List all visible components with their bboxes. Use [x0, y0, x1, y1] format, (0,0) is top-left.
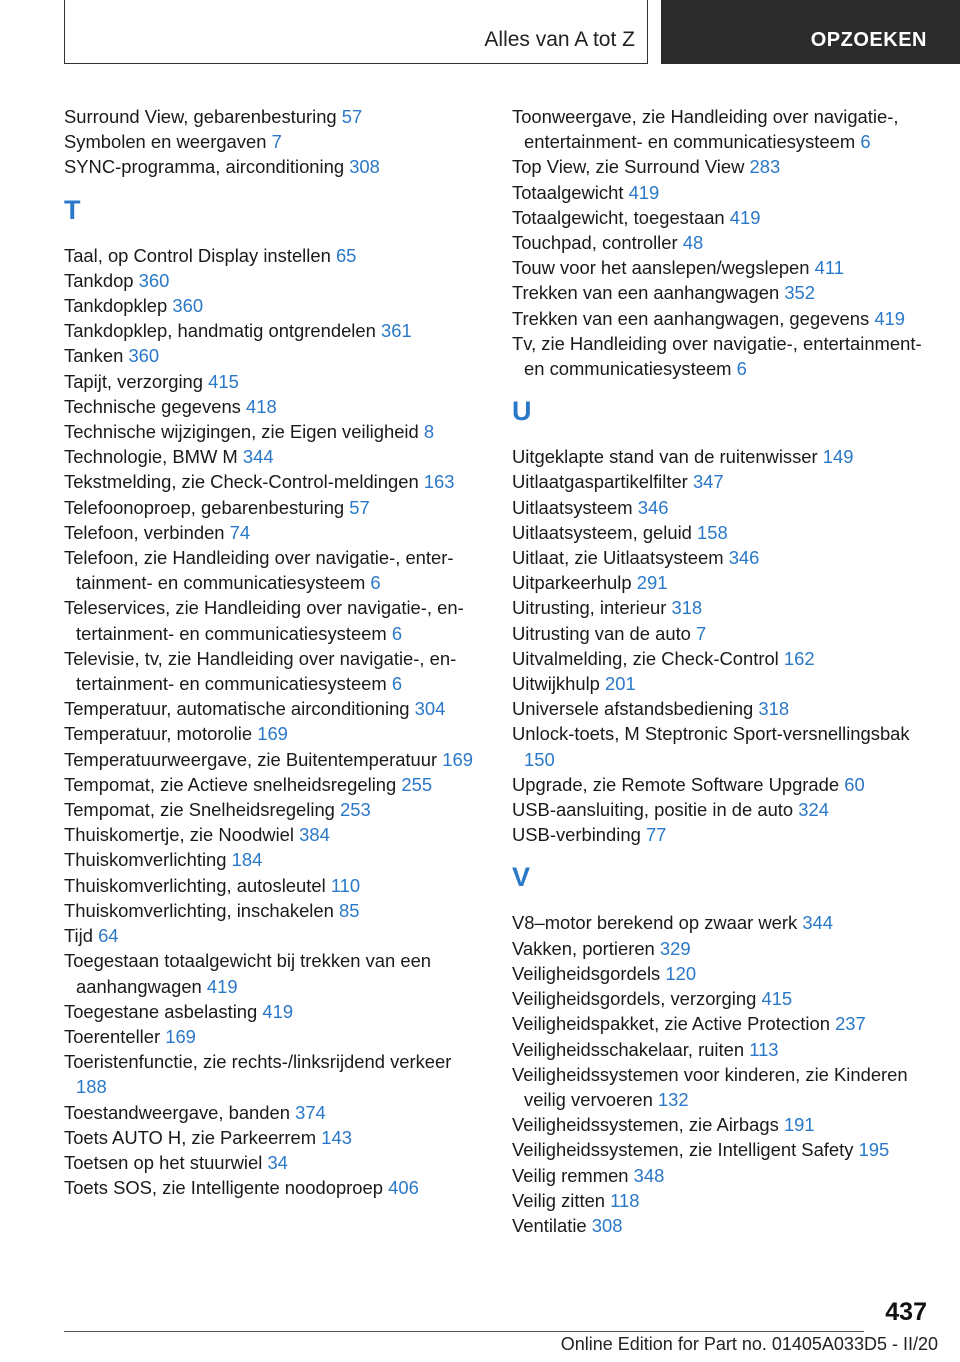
index-page-link[interactable]: 308 [591, 1214, 623, 1236]
index-entry-text: Thuiskomertje, zie Noodwiel [64, 824, 294, 846]
index-entry-text: Uitlaatsysteem [512, 496, 633, 518]
index-entry-text: Toetsen op het stuurwiel [64, 1151, 263, 1173]
index-entry [512, 1188, 927, 1213]
index-page-link[interactable]: 74 [229, 521, 251, 543]
index-entry [512, 1112, 927, 1137]
index-entry [64, 847, 484, 872]
index-page-link[interactable]: 6 [391, 673, 403, 695]
index-entry-text: Televisie, tv, zie Handleiding over navigatie-, entertainment- en communicatiesysteem [64, 647, 457, 695]
index-entry-text: Uitvalmelding, zie Check-Control [512, 647, 779, 669]
index-entry-text: Toegestane asbelasting [64, 1000, 258, 1022]
index-column-right [512, 104, 927, 1238]
index-entry-text: Tankdopklep, handmatig ontgrendelen [64, 320, 376, 342]
index-page-link[interactable]: 158 [697, 521, 728, 543]
index-entry [64, 545, 484, 595]
index-page-link[interactable]: 48 [682, 232, 704, 254]
index-entry-text: Teleservices, zie Handleiding over navigatie-, entertainment- en communicatiesysteem [64, 597, 464, 644]
index-entry-text: Temperatuurweergave, zie Buitentemperatuur [64, 748, 438, 770]
index-page-link[interactable]: 132 [657, 1088, 689, 1110]
index-page-link[interactable]: 346 [728, 547, 760, 569]
index-entry [512, 104, 927, 154]
index-entry [512, 255, 927, 280]
index-entry-text: Toeristenfunctie, zie rechts-/linksrijdend verkeer [64, 1051, 452, 1073]
index-entry [512, 621, 927, 646]
index-page-link[interactable]: 34 [267, 1151, 288, 1173]
index-page-link[interactable]: 149 [822, 446, 854, 468]
index-page-link[interactable]: 347 [692, 471, 724, 493]
index-entry [512, 1163, 927, 1188]
index-page-link[interactable]: 418 [246, 395, 277, 417]
index-entry-text: Uitlaatgaspartikelfilter [512, 471, 688, 493]
index-entry [512, 961, 927, 986]
index-entry [512, 671, 927, 696]
index-entry-text: Trekken van een aanhangwagen [512, 282, 780, 304]
index-page-link[interactable]: 419 [262, 1000, 294, 1022]
index-page-link[interactable]: 324 [798, 799, 829, 821]
footer-divider [64, 1331, 864, 1332]
tab-opzoeken[interactable] [661, 0, 960, 64]
index-entry [64, 948, 484, 998]
index-page-link[interactable]: 253 [340, 799, 371, 821]
index-entry [512, 721, 927, 771]
index-entry-text: Upgrade, zie Remote Software Upgrade [512, 773, 840, 795]
index-entry-text: Tankdopklep [64, 295, 168, 317]
index-entry-text: Veiligheidspakket, zie Active Protection [512, 1013, 830, 1035]
index-page-link[interactable]: 8 [423, 421, 435, 443]
index-entry-text: USB-aansluiting, positie in de auto [512, 799, 794, 821]
index-page-link[interactable]: 85 [338, 899, 360, 921]
index-entry [512, 469, 927, 494]
index-entry-text: Uitparkeerhulp [512, 572, 632, 594]
index-letter-heading: U [512, 396, 532, 427]
index-page-link[interactable]: 255 [401, 773, 433, 795]
index-page-link[interactable]: 120 [665, 962, 697, 984]
index-entry-text: Telefoon, verbinden [64, 521, 225, 543]
index-entry-text: Vakken, portieren [512, 937, 655, 959]
index-page-link[interactable]: 419 [206, 975, 238, 997]
index-entry [512, 1213, 927, 1238]
tab-opzoeken-label: OPZOEKEN [810, 29, 927, 51]
index-column-left [64, 104, 484, 1200]
index-entry-text: Toets AUTO H, zie Parkeerrem [64, 1126, 317, 1148]
index-entry-text: V8–motor berekend op zwaar werk [512, 912, 798, 934]
index-entry [64, 268, 484, 293]
index-entry-text: SYNC-programma, airconditioning [64, 156, 345, 178]
index-entry [64, 293, 484, 318]
index-page-link[interactable]: 348 [633, 1164, 665, 1186]
index-page-link[interactable]: 318 [671, 597, 703, 619]
index-entry [64, 646, 484, 696]
index-entry [64, 520, 484, 545]
index-entry-text: USB-verbinding [512, 824, 641, 846]
index-page-link[interactable]: 283 [749, 156, 781, 178]
index-page-link[interactable]: 318 [758, 698, 790, 720]
index-page-link[interactable]: 195 [858, 1139, 890, 1161]
section-title: Alles van A tot Z [484, 28, 635, 51]
index-entry-text: Technische wijzigingen, zie Eigen veiligheid [64, 421, 419, 443]
index-entry [512, 230, 927, 255]
index-page-link[interactable]: 6 [736, 358, 747, 380]
index-page-link[interactable]: 374 [295, 1101, 326, 1123]
index-page-link[interactable]: 360 [172, 295, 204, 317]
index-entry-text: Uitlaat, zie Uitlaatsysteem [512, 547, 724, 569]
index-entry [64, 1175, 484, 1200]
index-entry [64, 369, 484, 394]
index-entry [64, 999, 484, 1024]
index-page-link[interactable]: 184 [231, 849, 263, 871]
index-page-link[interactable]: 360 [128, 345, 160, 367]
index-entry-text: Trekken van een aanhangwagen, gegevens [512, 307, 870, 329]
index-entry [512, 1062, 927, 1112]
index-entry-text: Tijd [64, 925, 93, 947]
index-entry-text: Telefoonoproep, gebarenbesturing [64, 496, 345, 518]
index-page-link[interactable]: 419 [729, 206, 761, 228]
index-page-link[interactable]: 344 [802, 912, 834, 934]
index-entry-text: Uitgeklapte stand van de ruitenwisser [512, 446, 818, 468]
index-entry [64, 343, 484, 368]
index-page-link[interactable]: 169 [442, 748, 473, 770]
index-page-link[interactable]: 6 [370, 572, 381, 594]
index-entry [512, 797, 927, 822]
index-entry [512, 205, 927, 230]
index-page-link[interactable]: 415 [208, 370, 239, 392]
index-page-link[interactable]: 360 [138, 269, 170, 291]
index-page-link[interactable]: 163 [423, 471, 455, 493]
index-entry [64, 822, 484, 847]
index-entry [512, 154, 927, 179]
index-entry-text: Temperatuur, motorolie [64, 723, 253, 745]
index-entry [64, 696, 484, 721]
index-page-link[interactable]: 57 [341, 106, 363, 127]
index-letter-heading: T [64, 194, 81, 225]
index-entry-text: Temperatuur, automatische airconditioning [64, 698, 410, 720]
index-page-link[interactable]: 150 [524, 748, 555, 770]
index-page-link[interactable]: 291 [636, 572, 668, 594]
index-entry [64, 1100, 484, 1125]
index-entry [512, 570, 927, 595]
index-entry-text: Veiligheidsgordels [512, 962, 661, 984]
index-entry [64, 1150, 484, 1175]
index-entry [64, 898, 484, 923]
index-entry-text: Veiligheidssystemen, zie Intelligent Safety [512, 1139, 854, 1161]
index-page-link[interactable]: 65 [335, 244, 357, 266]
index-page-link[interactable]: 346 [637, 496, 669, 518]
index-entry [512, 1011, 927, 1036]
page-number: 437 [885, 1298, 927, 1326]
index-entry [64, 469, 484, 494]
index-entry-text: Tv, zie Handleiding over navigatie-, entertainment- en communicatiesysteem [512, 332, 922, 380]
index-page-link[interactable]: 7 [696, 622, 707, 644]
index-page-link[interactable]: 361 [380, 320, 412, 342]
index-entry-text: Uitlaatsysteem, geluid [512, 521, 692, 543]
index-entry-text: Tapijt, verzorging [64, 370, 204, 392]
index-entry [512, 545, 927, 570]
index-entry [512, 936, 927, 961]
index-entry-text: Veilig remmen [512, 1164, 629, 1186]
index-entry-text: Tanken [64, 345, 124, 367]
index-entry-text: Ventilatie [512, 1214, 587, 1236]
index-entry-text: Tempomat, zie Snelheidsregeling [64, 799, 335, 821]
index-page-link[interactable]: 57 [349, 496, 370, 518]
index-entry-text: Veiligheidssystemen voor kinderen, zie Kinderen veilig vervoeren [512, 1063, 908, 1110]
index-entry-text: Toets SOS, zie Intelligente noodoproep [64, 1177, 383, 1199]
index-entry-text: Touchpad, controller [512, 232, 678, 254]
index-entry-text: Thuiskomverlichting, inschakelen [64, 899, 334, 921]
index-page-link[interactable]: 113 [749, 1038, 779, 1060]
index-page-link[interactable]: 329 [659, 937, 691, 959]
index-entry-text: Uitrusting van de auto [512, 622, 691, 644]
index-entry [512, 986, 927, 1011]
index-page-link[interactable]: 143 [321, 1126, 352, 1148]
index-entry-text: Toerenteller [64, 1025, 161, 1047]
index-page-link[interactable]: 419 [874, 307, 905, 329]
index-page-link[interactable]: 110 [330, 874, 361, 896]
index-page-link[interactable]: 118 [610, 1189, 640, 1211]
index-entry-text: Universele afstandsbediening [512, 698, 754, 720]
index-entry [64, 747, 484, 772]
index-page-link[interactable]: 344 [242, 446, 274, 468]
index-page-link[interactable]: 64 [98, 925, 119, 947]
index-entry-text: Veiligheidsschakelaar, ruiten [512, 1038, 745, 1060]
index-entry [64, 595, 484, 645]
index-entry [64, 1125, 484, 1150]
index-entry-text: Veiligheidssystemen, zie Airbags [512, 1114, 779, 1136]
index-page-link[interactable]: 6 [860, 131, 871, 153]
index-page-link[interactable]: 415 [761, 988, 793, 1010]
index-entry-text: Taal, op Control Display instellen [64, 244, 331, 266]
index-entry-text: Uitwijkhulp [512, 673, 600, 695]
index-entry [512, 595, 927, 620]
index-page-link[interactable]: 201 [605, 673, 636, 695]
index-page-link[interactable]: 406 [388, 1177, 419, 1199]
index-entry [64, 104, 484, 129]
index-entry [512, 822, 927, 847]
index-page-link[interactable]: 191 [783, 1114, 815, 1136]
index-page-link[interactable]: 169 [257, 723, 288, 745]
index-entry-text: Tekstmelding, zie Check-Control-meldingen [64, 471, 419, 493]
index-letter-heading: V [512, 862, 531, 893]
index-entry [64, 318, 484, 343]
index-page-link[interactable]: 77 [645, 824, 667, 846]
index-entry-text: Technologie, BMW M [64, 446, 238, 468]
index-entry [512, 306, 927, 331]
header-frame [64, 0, 648, 64]
index-entry [512, 696, 927, 721]
index-entry [64, 394, 484, 419]
index-entry [64, 444, 484, 469]
index-entry [512, 1037, 927, 1062]
index-entry [512, 772, 927, 797]
index-entry-text: Veilig zitten [512, 1189, 606, 1211]
index-page-link[interactable]: 304 [414, 698, 446, 720]
index-entry [512, 1137, 927, 1162]
index-entry [64, 1049, 484, 1099]
index-entry [512, 495, 927, 520]
index-entry-text: Unlock-toets, M Steptronic Sport-versnellingsbak [512, 723, 910, 745]
index-entry-text: Telefoon, zie Handleiding over navigatie-, entertainment- en communicatiesysteem [64, 547, 454, 594]
index-page-link[interactable]: 169 [165, 1025, 196, 1047]
index-page-link[interactable]: 237 [835, 1013, 866, 1035]
index-entry [512, 444, 927, 469]
index-page-link[interactable]: 7 [271, 131, 282, 153]
index-entry [64, 419, 484, 444]
index-entry [512, 180, 927, 205]
index-entry [64, 243, 484, 268]
index-entry-text: Toonweergave, zie Handleiding over navigatie-, entertainment- en communicatiesysteem [512, 106, 899, 153]
index-entry-text: Uitrusting, interieur [512, 597, 667, 619]
index-page-link[interactable]: 352 [784, 282, 816, 304]
index-entry-text: Tankdop [64, 269, 134, 291]
index-entry-text: Toegestaan totaalgewicht bij trekken van een aanhangwagen [64, 950, 432, 997]
index-entry [512, 520, 927, 545]
index-entry-text: Toestandweergave, banden [64, 1101, 290, 1123]
index-entry [64, 772, 484, 797]
index-entry-text: Technische gegevens [64, 395, 241, 417]
index-page-link[interactable]: 60 [844, 773, 865, 795]
index-entry [64, 129, 484, 154]
index-entry [64, 873, 484, 898]
footer-edition: Online Edition for Part no. 01405A033D5 - II/20 [560, 1334, 938, 1354]
index-entry-text: Thuiskomverlichting [64, 849, 227, 871]
index-entry-text: Surround View, gebarenbesturing [64, 106, 337, 127]
index-entry [64, 154, 484, 179]
index-entry [64, 797, 484, 822]
index-entry [64, 495, 484, 520]
index-entry [64, 923, 484, 948]
index-entry-text: Totaalgewicht [512, 181, 624, 203]
index-entry [512, 646, 927, 671]
index-page-link[interactable]: 384 [299, 824, 330, 846]
index-entry [512, 910, 927, 935]
index-page-link[interactable]: 6 [391, 622, 403, 644]
index-page-link[interactable]: 308 [349, 156, 380, 178]
index-entry [512, 280, 927, 305]
index-page-link[interactable]: 419 [628, 181, 660, 203]
index-entry-text: Veiligheidsgordels, verzorging [512, 988, 757, 1010]
index-entry-text: Tempomat, zie Actieve snelheidsregeling [64, 773, 397, 795]
index-entry-text: Totaalgewicht, toegestaan [512, 206, 725, 228]
index-entry-text: Symbolen en weergaven [64, 131, 267, 153]
index-entry-text: Top View, zie Surround View [512, 156, 745, 178]
index-entry [512, 331, 927, 381]
index-entry-text: Touw voor het aanslepen/wegslepen [512, 257, 810, 279]
index-page-link[interactable]: 188 [76, 1076, 107, 1098]
index-entry-text: Thuiskomverlichting, autosleutel [64, 874, 326, 896]
index-entry [64, 721, 484, 746]
index-page-link[interactable]: 162 [783, 647, 815, 669]
index-page-link[interactable]: 411 [814, 257, 844, 279]
index-entry [64, 1024, 484, 1049]
